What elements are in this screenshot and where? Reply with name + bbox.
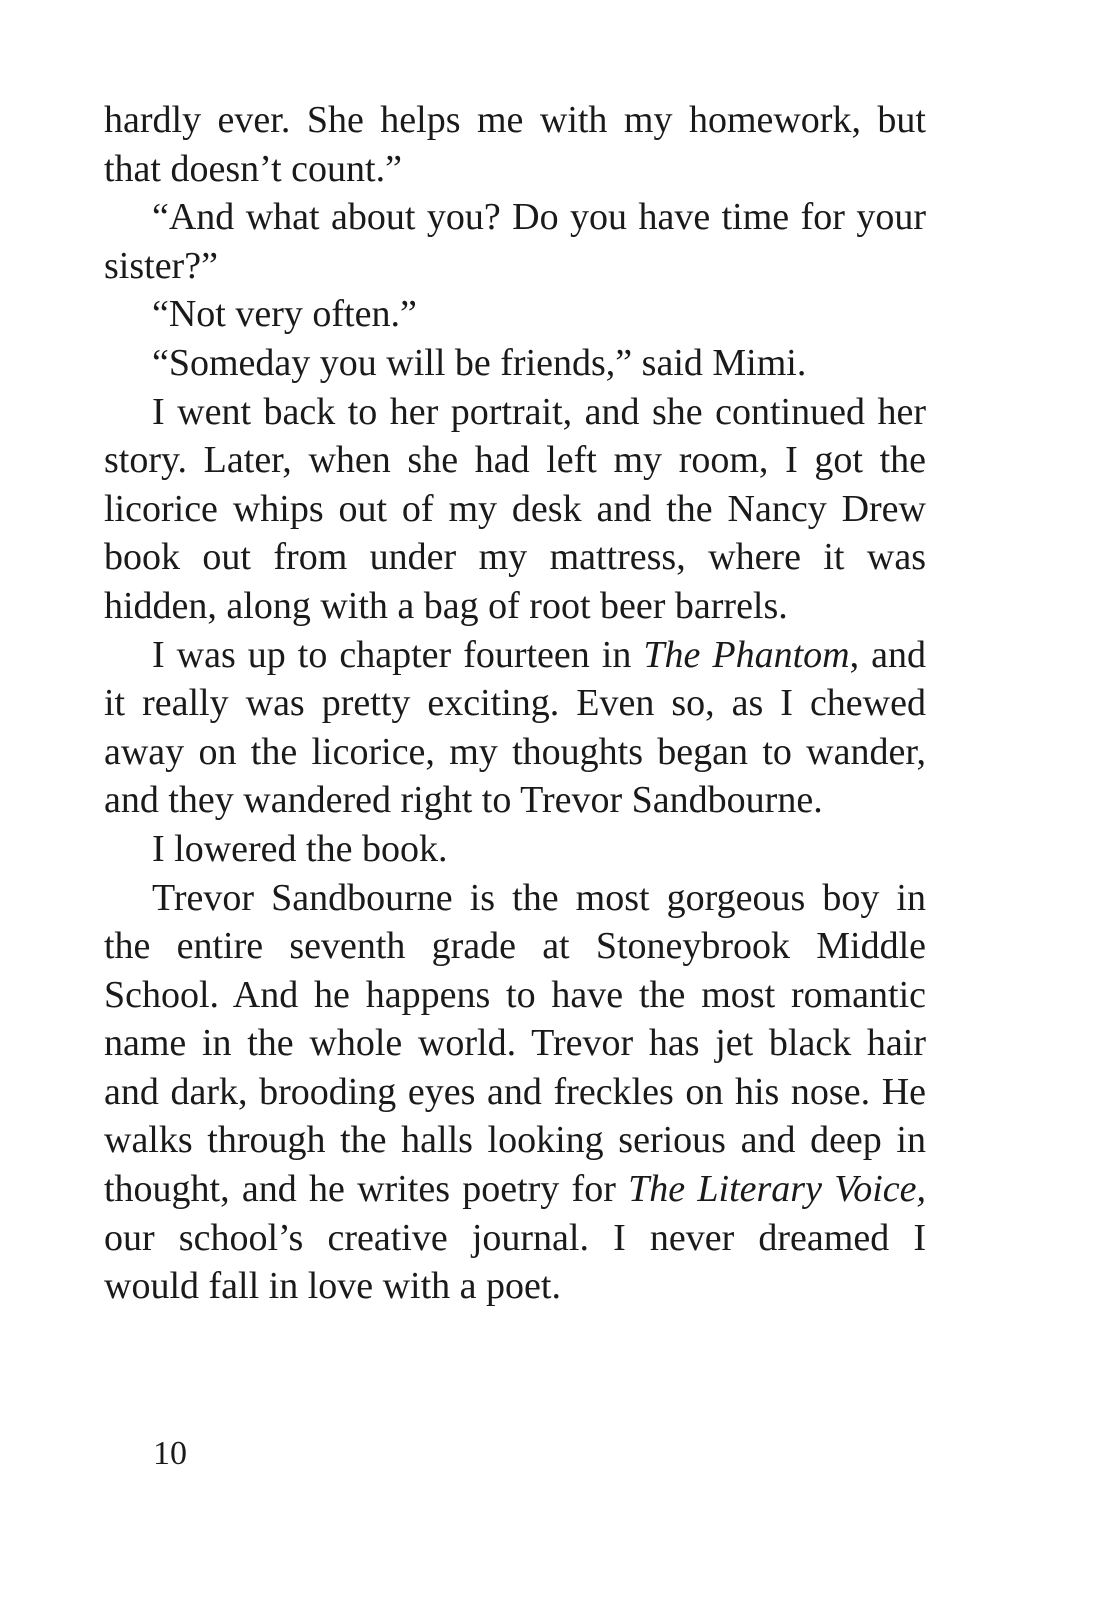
paragraph-4 xyxy=(104,339,926,388)
p3-text-1: “Not very often.” xyxy=(152,293,417,336)
paragraph-5 xyxy=(104,388,926,631)
p4-text-1: “Someday you will be friends,” said Mimi. xyxy=(152,341,807,384)
p6-text-3: , and it really was pretty exciting. Even so, as I chewed away on the licorice, my thoughts began to wander, and they wandered right to Trevor Sandbourne. xyxy=(104,633,926,822)
p8-text-3: our school’s creative journal. I never dreamed I would fall in love with a poet. xyxy=(104,1216,926,1308)
p5-text-1: I went back to her portrait, and she continued her story. Later, when she had left my room, I got the licorice whips out of my desk and the Nancy Drew book out from under my mattress, where it was hidden, along with a bag of root beer barrels. xyxy=(104,390,926,627)
paragraph-1 xyxy=(104,96,926,193)
paragraph-6 xyxy=(104,631,926,825)
book-title-the-phantom: The Phantom xyxy=(643,633,850,676)
paragraph-3 xyxy=(104,290,926,339)
p7-text-1: I lowered the book. xyxy=(152,827,448,870)
paragraph-7 xyxy=(104,825,926,874)
p2-text-1: “And what about you? Do you have time for your sister?” xyxy=(104,196,926,287)
p1-text-1: hardly ever. She helps me with my homework, but that doesn’t count.” xyxy=(104,99,926,190)
body-text xyxy=(104,96,926,1311)
paragraph-8 xyxy=(104,874,926,1311)
page-number: 10 xyxy=(153,1435,187,1472)
p8-text-1: Trevor Sandbourne is the most gorgeous boy in the entire seventh grade at Stoneybrook Middle School. And he happens to have the most romantic name in the whole world. Trevor has jet black hair and dark, brooding eyes and freckles on his nose. He walks through the halls looking serious and deep in thought, and he writes poetry for xyxy=(104,876,926,1211)
p6-text-1: I was up to chapter fourteen in xyxy=(152,633,644,676)
paragraph-2 xyxy=(104,193,926,290)
journal-title-literary-voice: The Literary Voice, xyxy=(628,1168,926,1211)
